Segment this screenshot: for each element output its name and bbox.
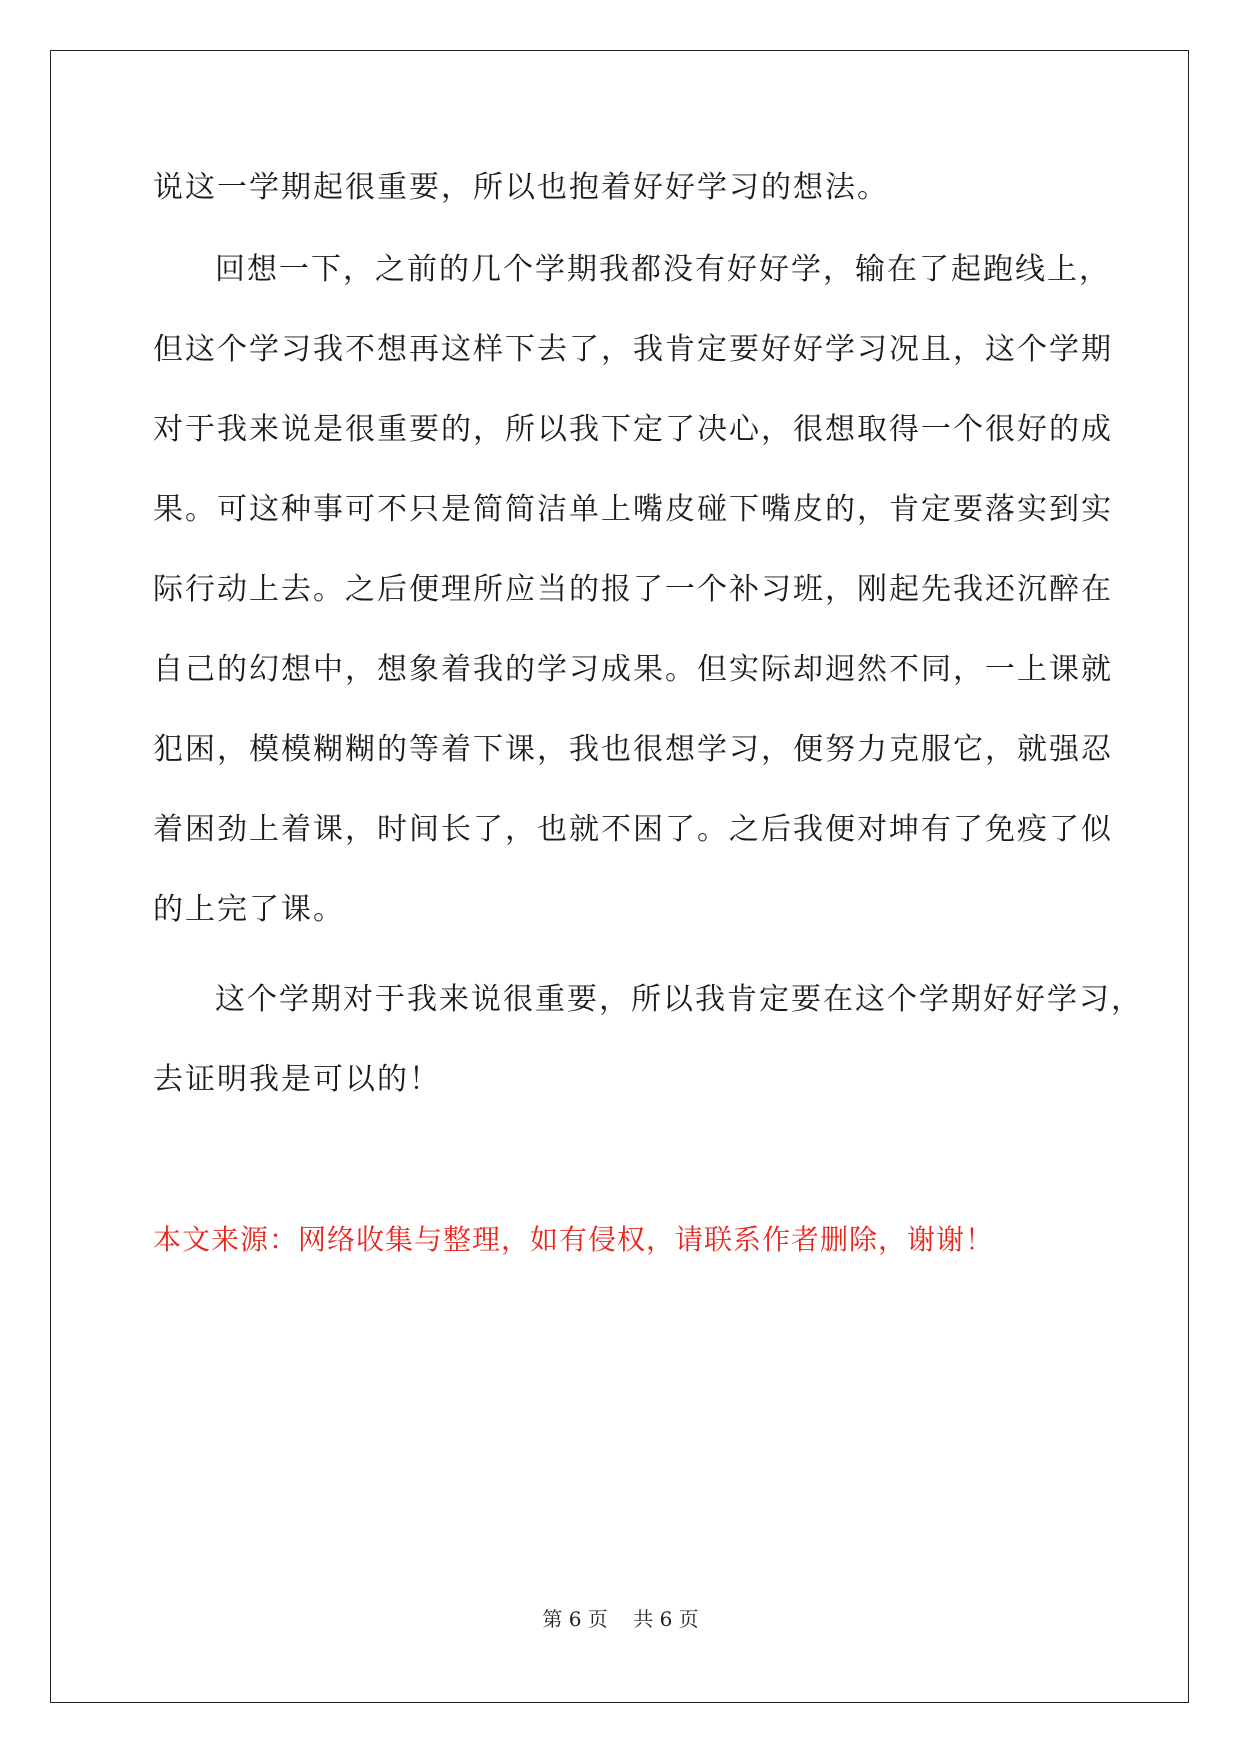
page-number-footer: 第 6 页 共 6 页	[542, 1607, 699, 1631]
body-line: 际行动上去。之后便理所应当的报了一个补习班，刚起先我还沉醉在	[153, 572, 1113, 607]
body-line: 说这一学期起很重要，所以也抱着好好学习的想法。	[153, 170, 889, 205]
body-line: 着困劲上着课，时间长了，也就不困了。之后我便对坤有了免疫了似	[153, 812, 1113, 847]
body-line: 犯困，模模糊糊的等着下课，我也很想学习，便努力克服它，就强忍	[153, 732, 1113, 767]
body-line: 果。可这种事可不只是简简洁单上嘴皮碰下嘴皮的，肯定要落实到实	[153, 492, 1113, 527]
page-border	[50, 50, 1189, 1703]
source-note: 本文来源：网络收集与整理，如有侵权，请联系作者删除，谢谢！	[153, 1223, 995, 1256]
body-line: 但这个学习我不想再这样下去了，我肯定要好好学习况且，这个学期	[153, 332, 1113, 367]
body-line: 对于我来说是很重要的，所以我下定了决心，很想取得一个很好的成	[153, 412, 1113, 447]
body-line: 自己的幻想中，想象着我的学习成果。但实际却迥然不同，一上课就	[153, 652, 1113, 687]
paragraph-start-line: 这个学期对于我来说很重要，所以我肯定要在这个学期好好学习，	[215, 982, 1143, 1017]
body-line: 去证明我是可以的！	[153, 1062, 441, 1097]
body-line: 的上完了课。	[153, 892, 345, 927]
paragraph-start-line: 回想一下，之前的几个学期我都没有好好学，输在了起跑线上，	[215, 252, 1111, 287]
